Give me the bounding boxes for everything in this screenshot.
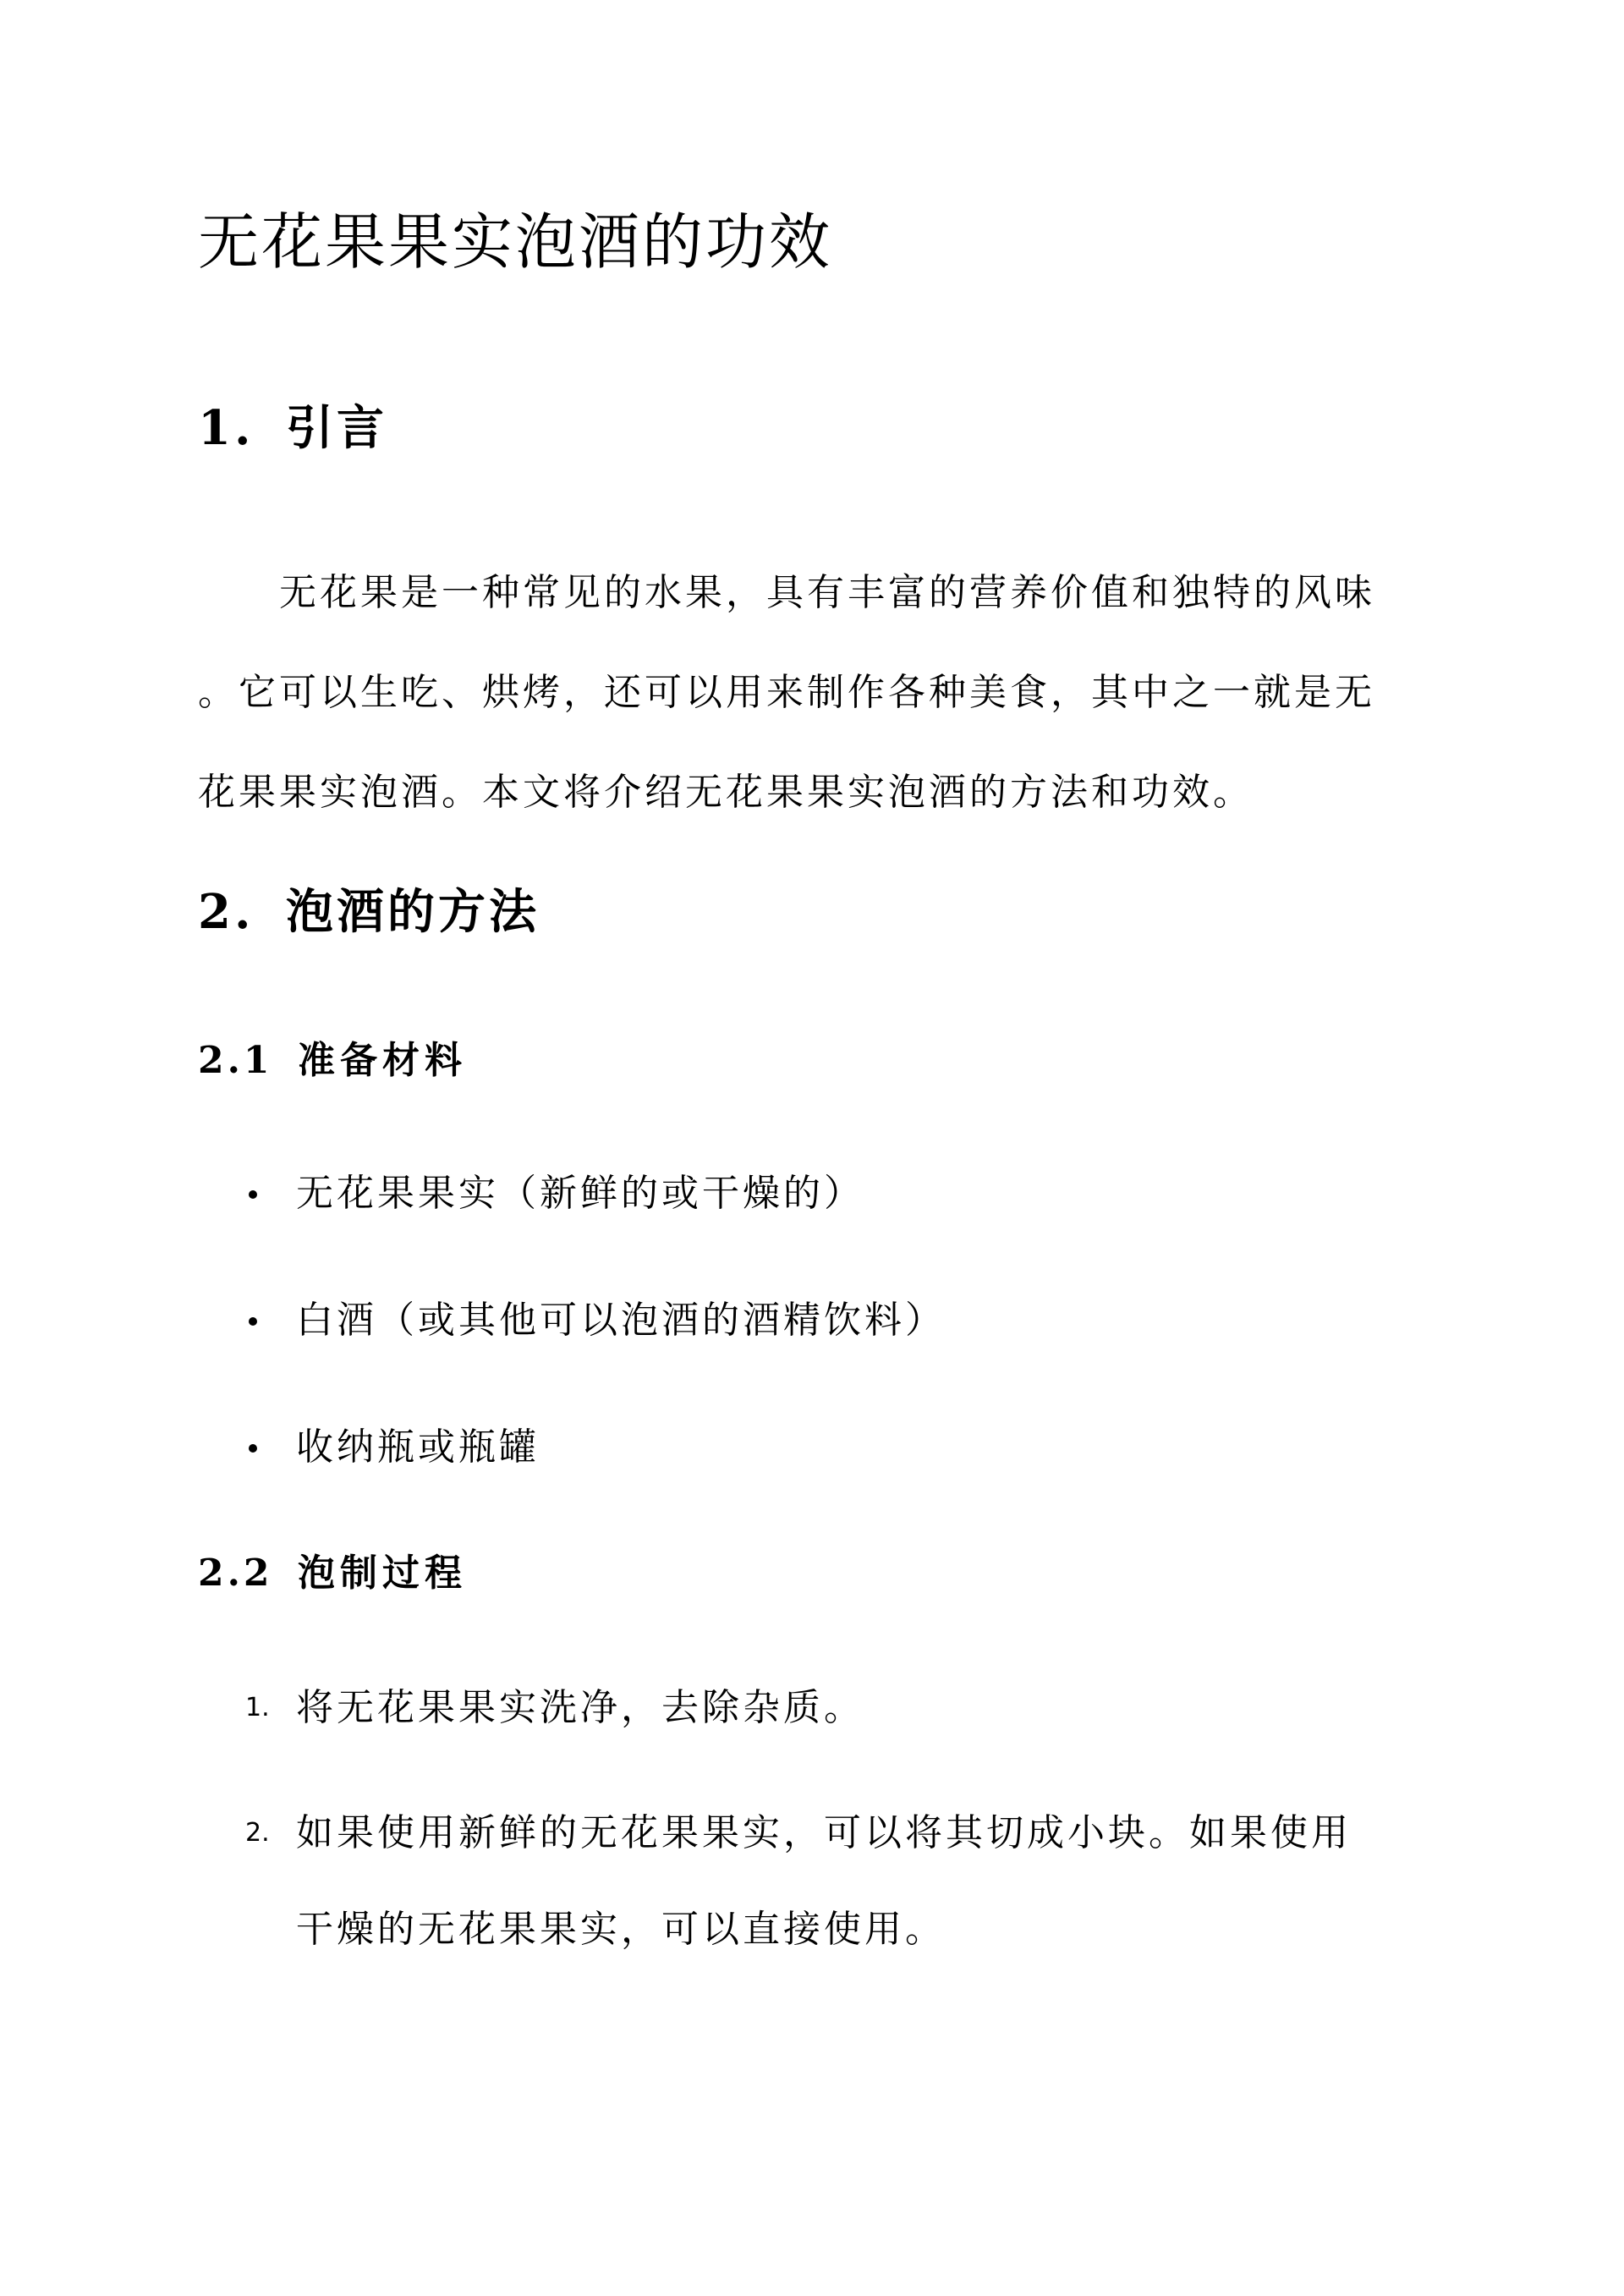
section-title: 引言 (286, 400, 387, 456)
introduction-paragraph (198, 543, 1433, 843)
subsection-title: 泡制过程 (298, 1552, 467, 1595)
subsection-heading-materials (198, 1037, 467, 1085)
subsection-title: 准备材料 (298, 1039, 467, 1082)
list-item-text: 无花果果实（新鲜的或干燥的） (296, 1172, 864, 1215)
step-number: 1. (245, 1693, 270, 1722)
paragraph-line: 花果果实泡酒。本文将介绍无花果果实泡酒的方法和功效。 (198, 771, 1254, 814)
list-item-text: 收纳瓶或瓶罐 (296, 1425, 540, 1469)
paragraph-line: 。它可以生吃、烘烤，还可以用来制作各种美食，其中之一就是无 (198, 671, 1375, 714)
subsection-number: 2.2 (198, 1552, 273, 1595)
subsection-number: 2.1 (198, 1039, 273, 1082)
list-item-text: 白酒（或其他可以泡酒的酒精饮料） (296, 1299, 946, 1342)
section-number: 2. (198, 884, 255, 940)
paragraph-line: 无花果是一种常见的水果，具有丰富的营养价值和独特的风味 (279, 571, 1375, 614)
step-number: 2. (245, 1818, 270, 1848)
section-heading-introduction (198, 398, 387, 459)
step-text: 如果使用新鲜的无花果果实，可以将其切成小块。如果使用 (296, 1811, 1352, 1854)
step-text-continued: 干燥的无花果果实，可以直接使用。 (296, 1908, 946, 1951)
bullet-icon (249, 1444, 257, 1453)
section-heading-method (198, 882, 540, 942)
section-title: 泡酒的方法 (286, 884, 540, 940)
bullet-icon (249, 1190, 257, 1199)
bullet-icon (249, 1317, 257, 1326)
subsection-heading-process (198, 1550, 467, 1597)
section-number: 1. (198, 400, 255, 456)
step-text: 将无花果果实洗净，去除杂质。 (296, 1686, 864, 1729)
document-title: 无花果果实泡酒的功效 (198, 206, 833, 277)
